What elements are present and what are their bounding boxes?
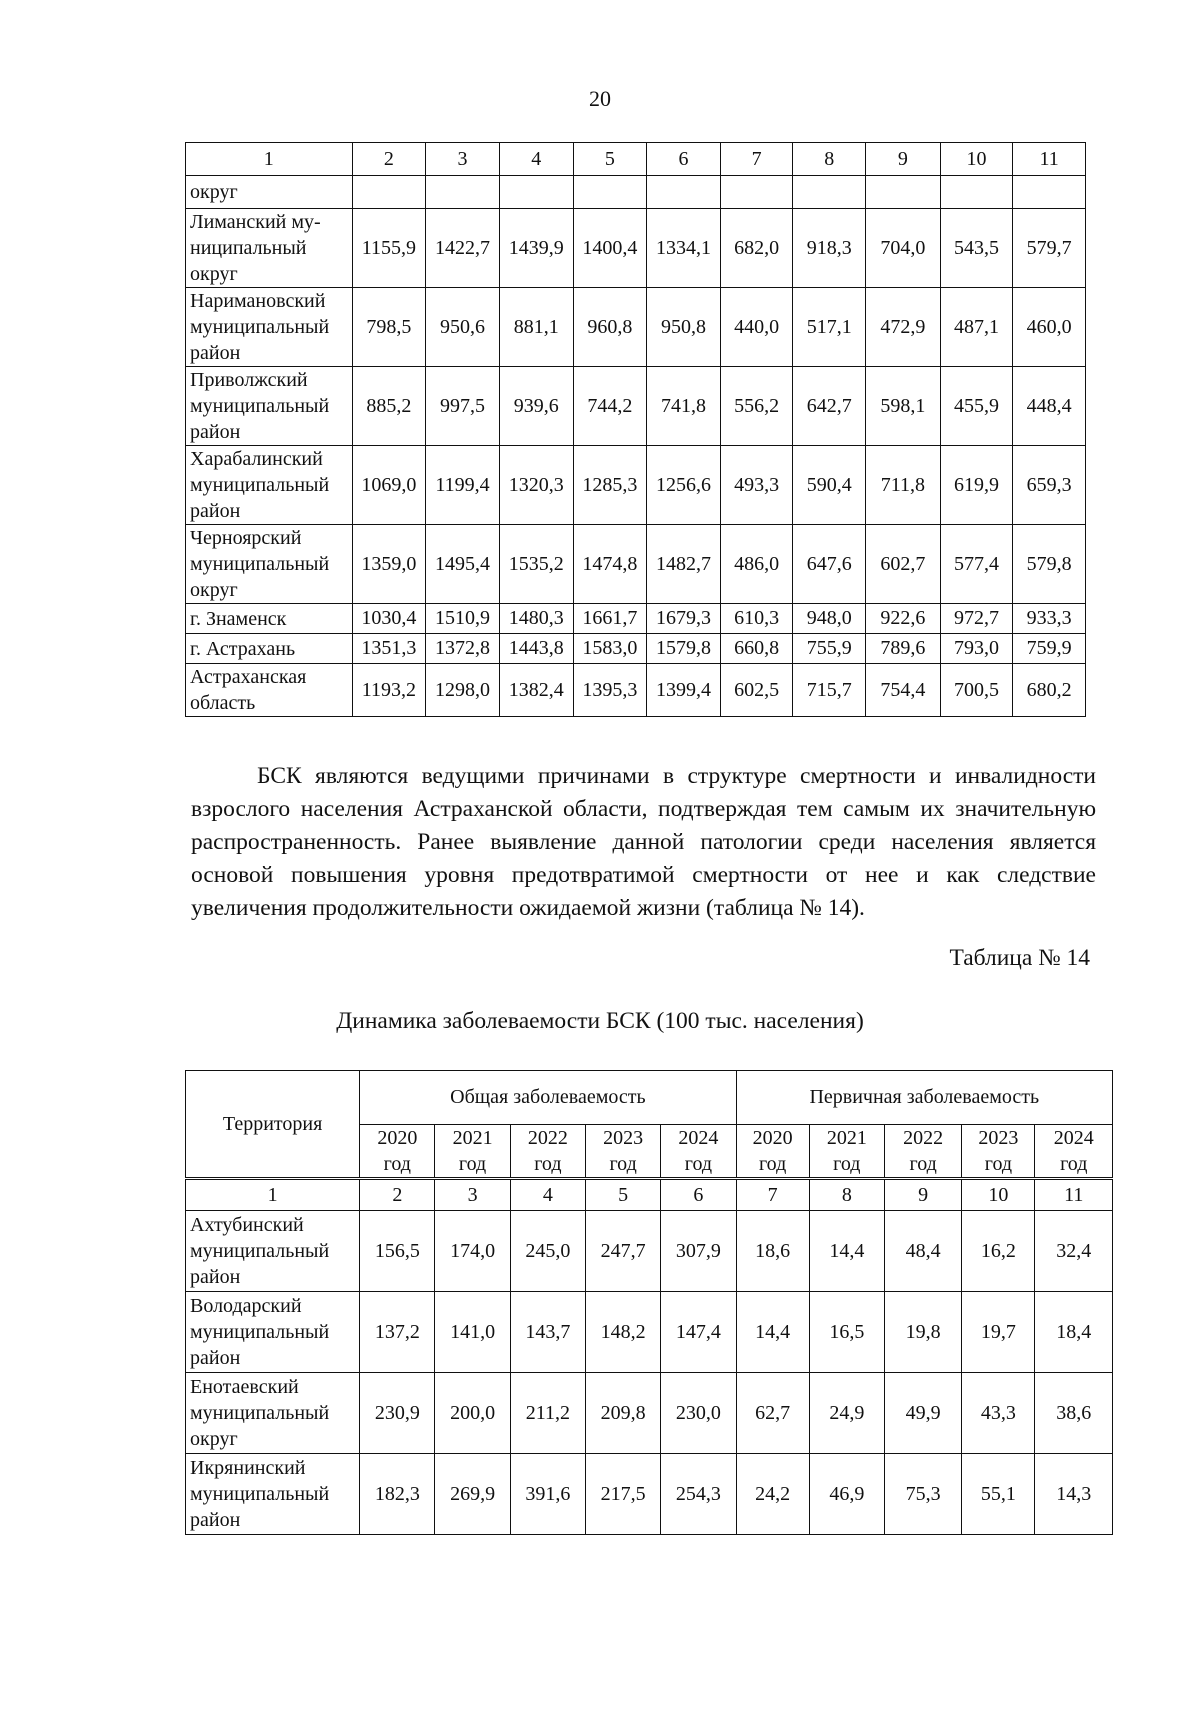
- primary-incidence-header: Первичная заболеваемость: [736, 1071, 1112, 1125]
- empty-cell: [426, 176, 500, 209]
- value-cell: 997,5: [426, 367, 500, 446]
- value-cell: 579,7: [1013, 209, 1086, 288]
- value-cell: 642,7: [793, 367, 866, 446]
- territory-name-line: округ: [190, 1428, 238, 1450]
- value-cell: 472,9: [866, 288, 941, 367]
- year-header: [1035, 1125, 1113, 1179]
- body-paragraph: БСК являются ведущими причинами в структуре смертности и инвалидности взрослого населения Астраханской области, подтверждая тем самым их значительную распространенность. Ранее выявление данной патологии среди населения является основой повышения уровня предотвратимой смертности от нее и как следствие увеличения продолжительности ожидаемой жизни (таблица № 14).: [191, 763, 1096, 921]
- continuation-label: округ: [186, 176, 353, 209]
- value-cell: 1474,8: [573, 525, 647, 604]
- value-cell: 972,7: [940, 604, 1013, 634]
- value-cell: 211,2: [510, 1373, 585, 1454]
- territory-name-line: муниципальный: [190, 316, 330, 338]
- value-cell: 46,9: [809, 1454, 884, 1535]
- column-index: 2: [360, 1179, 435, 1211]
- value-cell: 659,3: [1013, 446, 1086, 525]
- value-cell: 1510,9: [426, 604, 500, 634]
- empty-cell: [499, 176, 573, 209]
- value-cell: 1535,2: [499, 525, 573, 604]
- year-header: [809, 1125, 884, 1179]
- bsk-incidence-table: [185, 1070, 1113, 1535]
- value-cell: 579,8: [1013, 525, 1086, 604]
- territory-name: [186, 1211, 360, 1292]
- value-cell: 209,8: [585, 1373, 660, 1454]
- value-cell: 38,6: [1035, 1373, 1113, 1454]
- territory-name-line: муниципальный: [190, 1321, 330, 1343]
- year-value: 2024: [678, 1127, 719, 1149]
- table-row: [186, 367, 1086, 446]
- year-unit: год: [833, 1153, 861, 1175]
- value-cell: 24,2: [736, 1454, 809, 1535]
- value-cell: 1495,4: [426, 525, 500, 604]
- value-cell: 230,0: [661, 1373, 736, 1454]
- value-cell: 24,9: [809, 1373, 884, 1454]
- value-cell: 933,3: [1013, 604, 1086, 634]
- value-cell: 647,6: [793, 525, 866, 604]
- value-cell: 1199,4: [426, 446, 500, 525]
- incidence-table-continued: [185, 142, 1086, 717]
- year-header: [585, 1125, 660, 1179]
- value-cell: 1193,2: [352, 664, 426, 717]
- value-cell: 680,2: [1013, 664, 1086, 717]
- value-cell: 577,4: [940, 525, 1013, 604]
- empty-cell: [352, 176, 426, 209]
- column-index: 5: [573, 143, 647, 176]
- value-cell: 182,3: [360, 1454, 435, 1535]
- territory-name-line: область: [190, 692, 256, 714]
- territory-name: [186, 1373, 360, 1454]
- value-cell: 493,3: [720, 446, 793, 525]
- value-cell: 610,3: [720, 604, 793, 634]
- table-row: [186, 1292, 1113, 1373]
- column-index: 10: [962, 1179, 1035, 1211]
- column-index: 7: [736, 1179, 809, 1211]
- value-cell: 1359,0: [352, 525, 426, 604]
- column-index-row: [186, 143, 1086, 176]
- value-cell: 1030,4: [352, 604, 426, 634]
- value-cell: 486,0: [720, 525, 793, 604]
- year-unit: год: [458, 1153, 487, 1175]
- column-index: 4: [510, 1179, 585, 1211]
- value-cell: 147,4: [661, 1292, 736, 1373]
- column-index: 11: [1013, 143, 1086, 176]
- table-row: [186, 1373, 1113, 1454]
- value-cell: 247,7: [585, 1211, 660, 1292]
- value-cell: 16,2: [962, 1211, 1035, 1292]
- territory-name-line: район: [190, 1347, 241, 1369]
- value-cell: 1256,6: [647, 446, 721, 525]
- value-cell: 1400,4: [573, 209, 647, 288]
- value-cell: 1480,3: [499, 604, 573, 634]
- territory-name-line: Енотаевский: [190, 1376, 299, 1398]
- column-index: 1: [186, 143, 353, 176]
- value-cell: 741,8: [647, 367, 721, 446]
- territory-name-line: муниципальный: [190, 1240, 330, 1262]
- value-cell: 230,9: [360, 1373, 435, 1454]
- territory-name: [186, 1292, 360, 1373]
- value-cell: 1298,0: [426, 664, 500, 717]
- empty-cell: [573, 176, 647, 209]
- value-cell: 14,3: [1035, 1454, 1113, 1535]
- empty-cell: [647, 176, 721, 209]
- year-header: [736, 1125, 809, 1179]
- table-row: [186, 525, 1086, 604]
- value-cell: 217,5: [585, 1454, 660, 1535]
- value-cell: 660,8: [720, 634, 793, 664]
- value-cell: 881,1: [499, 288, 573, 367]
- table-title: Динамика заболеваемости БСК (100 тыс. населения): [336, 1008, 864, 1034]
- table-row: [186, 288, 1086, 367]
- value-cell: 1382,4: [499, 664, 573, 717]
- year-header: [360, 1125, 435, 1179]
- territory-name-line: Володарский: [190, 1295, 302, 1317]
- continuation-row: [186, 176, 1086, 209]
- value-cell: 1579,8: [647, 634, 721, 664]
- column-index: 10: [940, 143, 1013, 176]
- value-cell: 62,7: [736, 1373, 809, 1454]
- value-cell: 759,9: [1013, 634, 1086, 664]
- territory-name: [186, 367, 353, 446]
- territory-name-line: муниципальный: [190, 395, 330, 417]
- territory-name-line: Ахтубинский: [190, 1214, 304, 1236]
- value-cell: 200,0: [435, 1373, 510, 1454]
- value-cell: 18,4: [1035, 1292, 1113, 1373]
- value-cell: 487,1: [940, 288, 1013, 367]
- value-cell: 556,2: [720, 367, 793, 446]
- value-cell: 885,2: [352, 367, 426, 446]
- territory-name-line: муниципальный: [190, 1402, 330, 1424]
- year-header: [661, 1125, 736, 1179]
- value-cell: 460,0: [1013, 288, 1086, 367]
- territory-name: [186, 1454, 360, 1535]
- territory-name-line: Наримановский: [190, 290, 326, 312]
- territory-name-line: Икрянинский: [190, 1457, 306, 1479]
- value-cell: 174,0: [435, 1211, 510, 1292]
- value-cell: 307,9: [661, 1211, 736, 1292]
- territory-name: [186, 446, 353, 525]
- value-cell: 754,4: [866, 664, 941, 717]
- year-unit: год: [984, 1153, 1013, 1175]
- value-cell: 682,0: [720, 209, 793, 288]
- empty-cell: [940, 176, 1013, 209]
- territory-name-line: Черноярский: [190, 527, 302, 549]
- column-index: 7: [720, 143, 793, 176]
- year-header: [510, 1125, 585, 1179]
- value-cell: 744,2: [573, 367, 647, 446]
- value-cell: 16,5: [809, 1292, 884, 1373]
- territory-name-line: район: [190, 500, 241, 522]
- table-row: [186, 209, 1086, 288]
- table-row: [186, 446, 1086, 525]
- year-value: 2020: [377, 1127, 418, 1149]
- value-cell: 440,0: [720, 288, 793, 367]
- value-cell: 960,8: [573, 288, 647, 367]
- value-cell: 950,8: [647, 288, 721, 367]
- territory-header: Территория: [186, 1071, 360, 1179]
- value-cell: 43,3: [962, 1373, 1035, 1454]
- column-index: 9: [884, 1179, 961, 1211]
- value-cell: 32,4: [1035, 1211, 1113, 1292]
- value-cell: 711,8: [866, 446, 941, 525]
- territory-name-line: г. Астрахань: [190, 637, 296, 660]
- year-value: 2021: [452, 1127, 493, 1149]
- territory-name: [186, 288, 353, 367]
- value-cell: 1679,3: [647, 604, 721, 634]
- territory-name-line: Астраханская: [190, 666, 307, 688]
- empty-cell: [1013, 176, 1086, 209]
- value-cell: 918,3: [793, 209, 866, 288]
- year-value: 2020: [752, 1127, 793, 1149]
- value-cell: 137,2: [360, 1292, 435, 1373]
- year-unit: год: [909, 1153, 937, 1175]
- value-cell: 143,7: [510, 1292, 585, 1373]
- value-cell: 1372,8: [426, 634, 500, 664]
- value-cell: 948,0: [793, 604, 866, 634]
- territory-name-line: район: [190, 342, 241, 364]
- territory-name-line: муниципальный: [190, 1483, 330, 1505]
- value-cell: 19,7: [962, 1292, 1035, 1373]
- value-cell: 619,9: [940, 446, 1013, 525]
- value-cell: 1155,9: [352, 209, 426, 288]
- value-cell: 1334,1: [647, 209, 721, 288]
- year-value: 2023: [603, 1127, 644, 1149]
- value-cell: 700,5: [940, 664, 1013, 717]
- value-cell: 55,1: [962, 1454, 1035, 1535]
- value-cell: 798,5: [352, 288, 426, 367]
- territory-name-line: Приволжский: [190, 369, 308, 391]
- empty-cell: [866, 176, 941, 209]
- territory-name-line: район: [190, 1509, 241, 1531]
- territory-name-line: Харабалинский: [190, 448, 323, 470]
- column-index: 4: [499, 143, 573, 176]
- value-cell: 1482,7: [647, 525, 721, 604]
- column-index: 3: [426, 143, 500, 176]
- territory-name-line: район: [190, 421, 241, 443]
- year-value: 2023: [978, 1127, 1019, 1149]
- value-cell: 602,7: [866, 525, 941, 604]
- year-value: 2024: [1053, 1127, 1094, 1149]
- territory-name-line: г. Знаменск: [190, 607, 287, 630]
- table-row: [186, 1454, 1113, 1535]
- value-cell: 1285,3: [573, 446, 647, 525]
- value-cell: 543,5: [940, 209, 1013, 288]
- column-index: 6: [661, 1179, 736, 1211]
- value-cell: 517,1: [793, 288, 866, 367]
- year-unit: год: [383, 1153, 411, 1175]
- territory-name: [186, 209, 353, 288]
- value-cell: 1351,3: [352, 634, 426, 664]
- value-cell: 950,6: [426, 288, 500, 367]
- column-index-row: [186, 1179, 1113, 1211]
- general-incidence-header: Общая заболеваемость: [360, 1071, 736, 1125]
- value-cell: 1422,7: [426, 209, 500, 288]
- table-label: Таблица № 14: [949, 945, 1090, 971]
- value-cell: 448,4: [1013, 367, 1086, 446]
- territory-name-line: муниципальный: [190, 474, 330, 496]
- territory-name-line: муниципальный: [190, 553, 330, 575]
- year-header: [884, 1125, 961, 1179]
- territory-name-line: округ: [190, 263, 238, 285]
- year-unit: год: [534, 1153, 562, 1175]
- territory-name-line: Лиманский му-: [190, 211, 321, 233]
- value-cell: 269,9: [435, 1454, 510, 1535]
- value-cell: 1395,3: [573, 664, 647, 717]
- territory-name-line: округ: [190, 579, 238, 601]
- column-index: 2: [352, 143, 426, 176]
- year-value: 2022: [527, 1127, 568, 1149]
- year-unit: год: [609, 1153, 637, 1175]
- territory-name-line: ниципальный: [190, 237, 307, 259]
- value-cell: 1583,0: [573, 634, 647, 664]
- value-cell: 75,3: [884, 1454, 961, 1535]
- table-row: [186, 664, 1086, 717]
- value-cell: 793,0: [940, 634, 1013, 664]
- page-number: 20: [589, 86, 611, 111]
- table-row: [186, 604, 1086, 634]
- column-index: 1: [186, 1179, 360, 1211]
- year-value: 2021: [826, 1127, 867, 1149]
- column-index: 8: [809, 1179, 884, 1211]
- column-index: 8: [793, 143, 866, 176]
- year-header: [962, 1125, 1035, 1179]
- value-cell: 1399,4: [647, 664, 721, 717]
- column-index: 9: [866, 143, 941, 176]
- value-cell: 704,0: [866, 209, 941, 288]
- value-cell: 922,6: [866, 604, 941, 634]
- value-cell: 789,6: [866, 634, 941, 664]
- value-cell: 590,4: [793, 446, 866, 525]
- value-cell: 156,5: [360, 1211, 435, 1292]
- value-cell: 1069,0: [352, 446, 426, 525]
- value-cell: 48,4: [884, 1211, 961, 1292]
- column-index: 6: [647, 143, 721, 176]
- column-index: 5: [585, 1179, 660, 1211]
- empty-cell: [793, 176, 866, 209]
- value-cell: 598,1: [866, 367, 941, 446]
- value-cell: 1661,7: [573, 604, 647, 634]
- territory-name: [186, 604, 353, 634]
- value-cell: 148,2: [585, 1292, 660, 1373]
- value-cell: 245,0: [510, 1211, 585, 1292]
- value-cell: 455,9: [940, 367, 1013, 446]
- table-row: [186, 634, 1086, 664]
- value-cell: 715,7: [793, 664, 866, 717]
- value-cell: 1439,9: [499, 209, 573, 288]
- value-cell: 254,3: [661, 1454, 736, 1535]
- value-cell: 602,5: [720, 664, 793, 717]
- territory-name: [186, 634, 353, 664]
- year-header: [435, 1125, 510, 1179]
- value-cell: 19,8: [884, 1292, 961, 1373]
- value-cell: 141,0: [435, 1292, 510, 1373]
- year-value: 2022: [903, 1127, 944, 1149]
- value-cell: 755,9: [793, 634, 866, 664]
- value-cell: 939,6: [499, 367, 573, 446]
- year-unit: год: [1060, 1153, 1088, 1175]
- value-cell: 49,9: [884, 1373, 961, 1454]
- value-cell: 1320,3: [499, 446, 573, 525]
- value-cell: 18,6: [736, 1211, 809, 1292]
- territory-name-line: район: [190, 1266, 241, 1288]
- column-index: 11: [1035, 1179, 1113, 1211]
- value-cell: 391,6: [510, 1454, 585, 1535]
- empty-cell: [720, 176, 793, 209]
- table-row: [186, 1211, 1113, 1292]
- value-cell: 14,4: [809, 1211, 884, 1292]
- year-unit: год: [758, 1153, 787, 1175]
- year-unit: год: [684, 1153, 713, 1175]
- territory-name: [186, 525, 353, 604]
- column-index: 3: [435, 1179, 510, 1211]
- value-cell: 14,4: [736, 1292, 809, 1373]
- territory-name: [186, 664, 353, 717]
- value-cell: 1443,8: [499, 634, 573, 664]
